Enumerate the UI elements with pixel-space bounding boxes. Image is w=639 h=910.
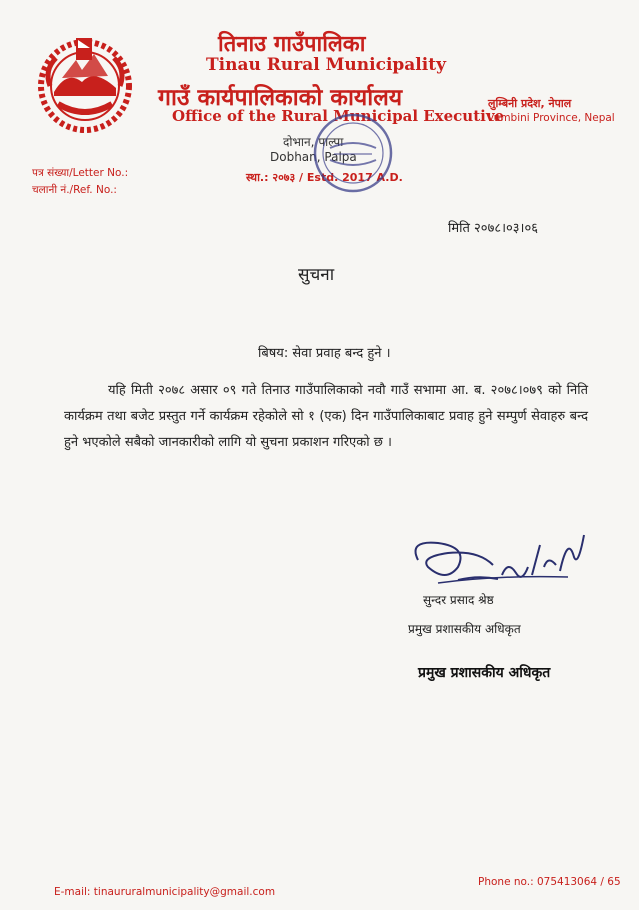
address-np: दोभान, पाल्पा (283, 135, 344, 149)
notice-subject: बिषय: सेवा प्रवाह बन्द हुने । (258, 346, 391, 361)
signatory-title-stamp: प्रमुख प्रशासकीय अधिकृत (418, 665, 551, 681)
established-year: स्था.: २०७३ / Estd. 2017 A.D. (246, 171, 403, 184)
signatory-name: सुन्दर प्रसाद श्रेष्ठ (423, 593, 494, 607)
province-en: Lumbini Province, Nepal (488, 112, 615, 124)
province-np: लुम्बिनी प्रदेश, नेपाल (488, 97, 572, 110)
ref-no-label: चलानी नं./Ref. No.: (32, 184, 117, 196)
municipality-name-en: Tinau Rural Municipality (206, 55, 446, 75)
municipality-name-np: तिनाउ गाउँपालिका (218, 32, 366, 57)
footer-phone: Phone no.: 075413064 / 65 (478, 876, 621, 888)
nepal-emblem-icon (32, 30, 138, 136)
date-line: मिति २०७८।०३।०६ (448, 221, 538, 236)
letter-no-label: पत्र संख्या/Letter No.: (32, 167, 129, 179)
signatory-title: प्रमुख प्रशासकीय अधिकृत (408, 622, 521, 636)
footer-email: E-mail: tinaururalmunicipality@gmail.com (54, 886, 276, 898)
handwritten-signature-icon (398, 505, 598, 605)
address-en: Dobhan, Palpa (270, 150, 357, 164)
notice-body: यहि मिती २०७८ असार ०९ गते तिनाउ गाउँपालिकाको नवौ गाउँ सभामा आ. ब. २०७८।०७९ को निति कार्यक्रम तथा बजेट प्रस्तुत गर्ने कार्यक्रम रहेकोले सो १ (एक) दिन गाउँपालिकाबाट प्रवाह हुने सम्पुर्ण सेवाहरु बन्द हुने भएकोले सबैको जानकारीको लागि यो सुचना प्रकाशन गरिएको छ । (64, 383, 588, 450)
office-name-en: Office of the Rural Municipal Executive (172, 107, 505, 125)
office-name-np: गाउँ कार्यपालिकाको कार्यालय (158, 85, 403, 111)
notice-title: सुचना (298, 265, 335, 285)
office-stamp-icon (308, 108, 398, 198)
